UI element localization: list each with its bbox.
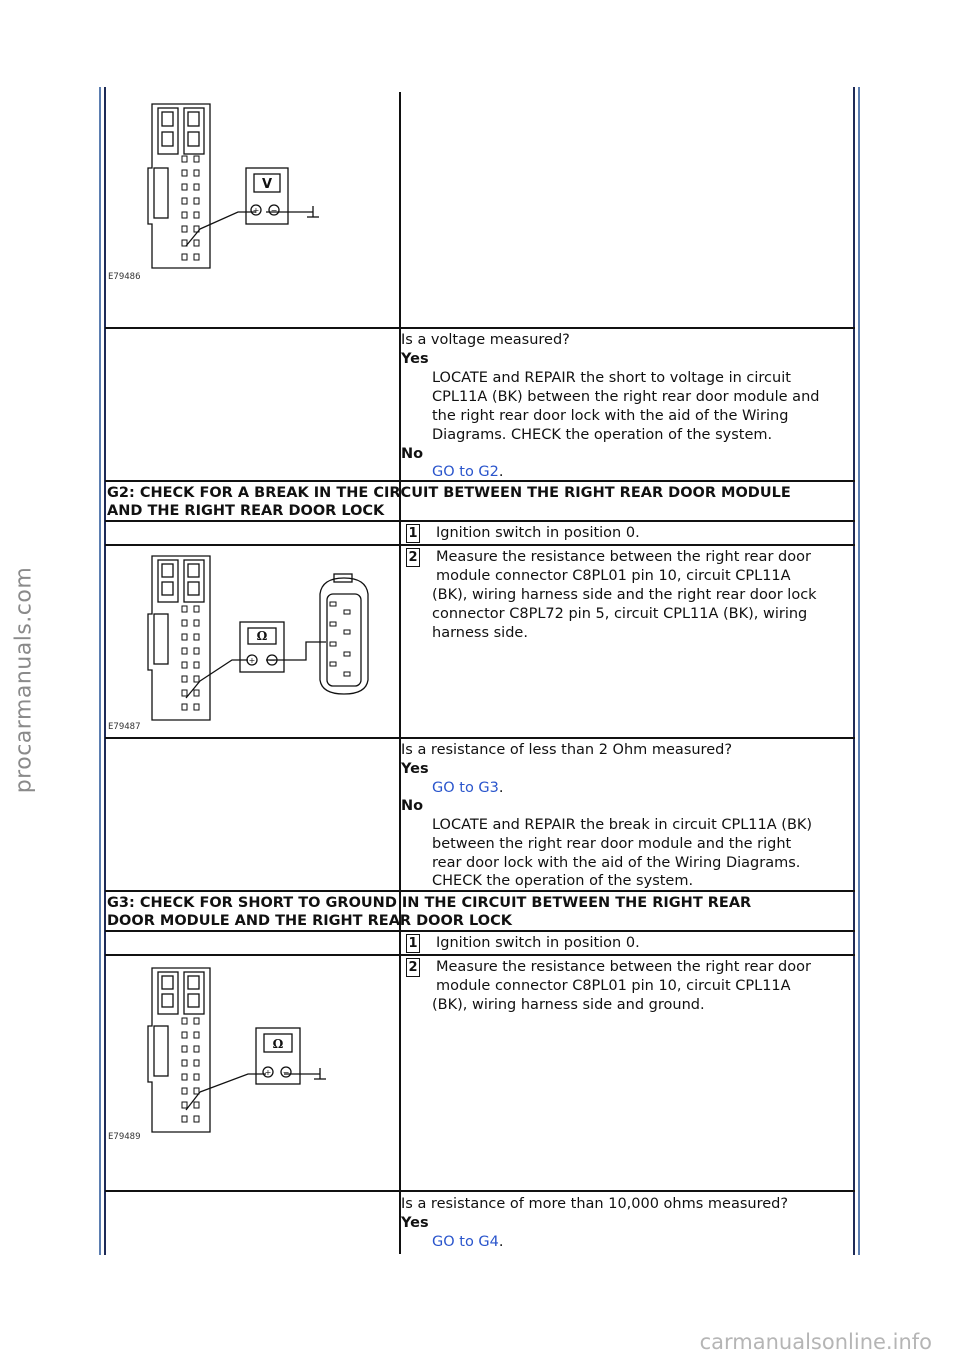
goto-g3-link[interactable]: GO to G3 [432,780,499,796]
row-border [105,737,855,739]
goto-g4-link[interactable]: GO to G4 [432,1234,499,1250]
step-number: 1 [406,934,420,953]
no-action-line: CHECK the operation of the system. [432,873,694,889]
step-text: Ignition switch in position 0. [436,525,640,541]
ohmmeter-symbol: Ω [256,629,268,643]
step-text-line: connector C8PL72 pin 5, circuit CPL11A (BK), wiring [432,606,808,622]
svg-text:+: + [252,206,260,215]
no-action-line: rear door lock with the aid of the Wiring Diagrams. [432,855,801,871]
goto-g2-link[interactable]: GO to G2 [432,464,499,480]
step-text-line: Measure the resistance between the right rear door [436,549,811,565]
yes-label: Yes [401,761,429,777]
question-text: Is a resistance of more than 10,000 ohms measured? [401,1196,789,1212]
svg-text:+: + [264,1068,272,1077]
no-action: GO to G2. [432,464,504,480]
row-border [105,327,855,329]
yes-action: GO to G3. [432,780,504,796]
no-action-line: LOCATE and REPAIR the break in circuit CPL11A (BK) [432,817,813,833]
row-border [105,930,855,932]
no-action-line: between the right rear door module and the right [432,836,792,852]
voltmeter-symbol: V [261,177,273,192]
yes-label: Yes [401,351,429,367]
yes-action-line: Diagrams. CHECK the operation of the system. [432,427,773,443]
frame-left-inner [104,87,106,1255]
step-text: Ignition switch in position 0. [436,935,640,951]
section-heading-g2: G2: CHECK FOR A BREAK IN THE CIRCUIT BETWEEN THE RIGHT REAR DOOR MODULE [107,485,791,501]
svg-text:+: + [248,656,256,665]
section-heading-g3: G3: CHECK FOR SHORT TO GROUND IN THE CIRCUIT BETWEEN THE RIGHT REAR [107,895,752,911]
step-number: 2 [406,548,420,567]
question-text: Is a voltage measured? [401,332,570,348]
svg-text:−: − [268,656,276,665]
svg-text:−: − [282,1068,290,1077]
yes-label: Yes [401,1215,429,1231]
figure-id: E79487 [108,722,141,732]
frame-right-outer [858,87,860,1255]
step-text-line: (BK), wiring harness side and ground. [432,997,705,1013]
no-label: No [401,798,424,814]
step-number: 1 [406,524,420,543]
connector-ohmmeter-lock-diagram [108,548,398,734]
footer-watermark: carmanualsonline.info [699,1330,932,1354]
side-watermark: procarmanuals.com [11,566,37,794]
step-text-line: harness side. [432,625,528,641]
svg-text:−: − [270,206,278,215]
frame-left-outer [99,87,101,1255]
step-text-line: module connector C8PL01 pin 10, circuit CPL11A [436,978,791,994]
section-heading-g2: AND THE RIGHT REAR DOOR LOCK [107,503,385,519]
yes-action: GO to G4. [432,1234,504,1250]
step-text-line: Measure the resistance between the right rear door [436,959,811,975]
table-divider [399,92,401,1254]
row-border [105,954,855,956]
figure-id: E79489 [108,1132,141,1142]
section-heading-g3: DOOR MODULE AND THE RIGHT REAR DOOR LOCK [107,913,512,929]
yes-action-line: the right rear door lock with the aid of the Wiring [432,408,789,424]
row-border [105,544,855,546]
step-text-line: module connector C8PL01 pin 10, circuit CPL11A [436,568,791,584]
step-text-line: (BK), wiring harness side and the right rear door lock [432,587,817,603]
row-border [105,520,855,522]
row-border [105,1190,855,1192]
ohmmeter-symbol: Ω [272,1037,284,1051]
connector-ohmmeter-ground-diagram [108,962,398,1148]
yes-action-line: LOCATE and REPAIR the short to voltage in circuit [432,370,791,386]
connector-voltmeter-diagram [108,96,398,288]
question-text: Is a resistance of less than 2 Ohm measured? [401,742,733,758]
frame-right-inner [853,87,855,1255]
no-label: No [401,446,424,462]
step-number: 2 [406,958,420,977]
yes-action-line: CPL11A (BK) between the right rear door module and [432,389,820,405]
figure-id: E79486 [108,272,141,282]
